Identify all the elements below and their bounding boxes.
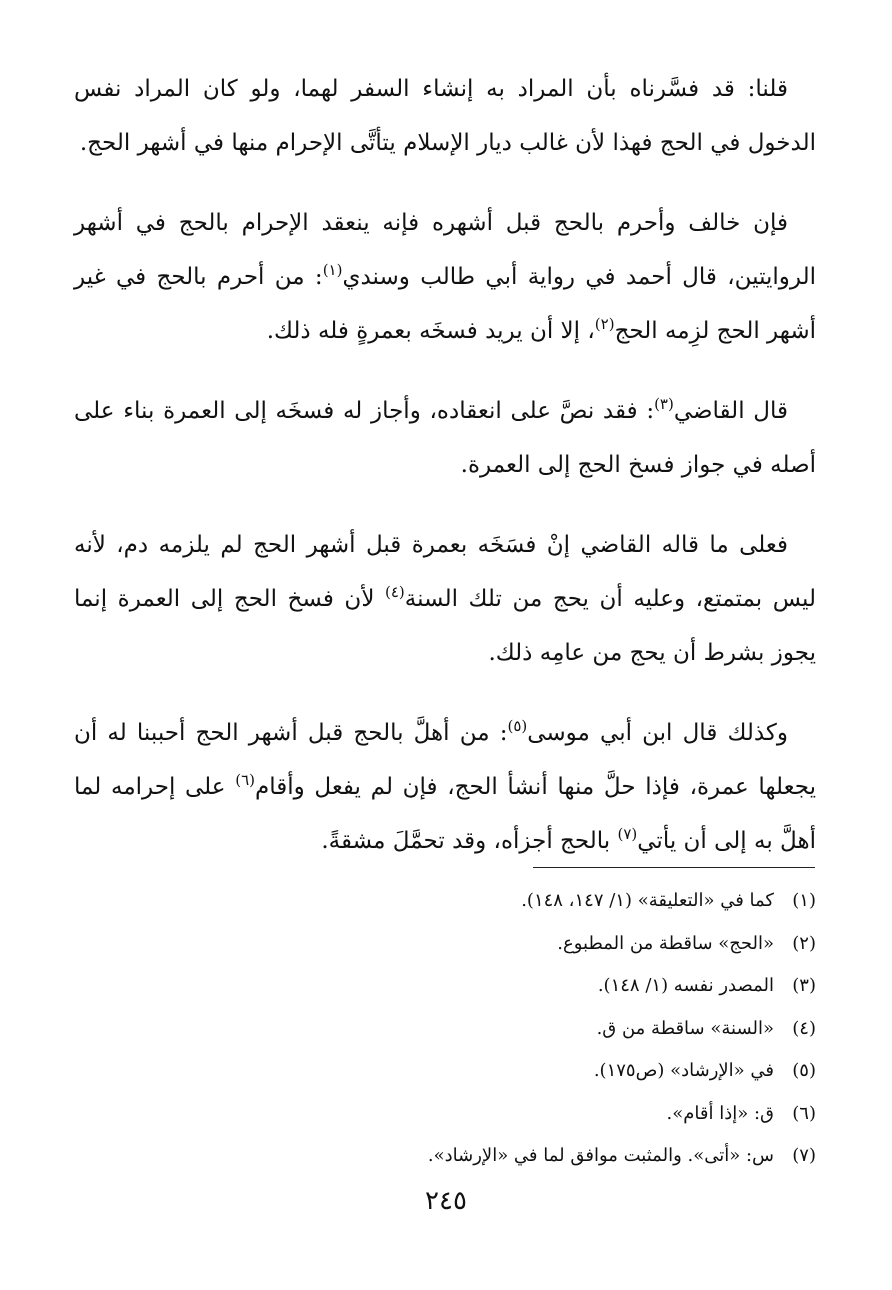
footnote-number: (٥): [792, 1060, 816, 1081]
footnote-ref-5[interactable]: (٥): [507, 717, 528, 735]
paragraph-2-text-a: فإن خالف وأحرم بالحج قبل أشهره فإنه ينعقد الإحرام بالحج في أشهر الروايتين، قال أحمد في رواية أبي طالب وسندي: [74, 210, 816, 290]
paragraph-5-text-a: وكذلك قال ابن أبي موسى: [527, 720, 788, 746]
footnote-ref-2[interactable]: (٢): [594, 315, 615, 333]
page-number: ٢٤٥: [425, 1186, 467, 1216]
footnote-text: «السنة» ساقطة من ق.: [596, 1017, 774, 1039]
footnote-ref-7[interactable]: (٧): [617, 825, 638, 843]
footnote-number: (١): [792, 890, 816, 911]
paragraph-1-text: قلنا: قد فسَّرناه بأن المراد به إنشاء السفر لهما، ولو كان المراد نفس الدخول في الحج فهذا لأن غالب ديار الإسلام يتأتَّى الإحرام منها في أشهر الحج.: [74, 76, 816, 156]
footnote-ref-1[interactable]: (١): [322, 261, 343, 279]
footnote-number: (٧): [792, 1145, 816, 1166]
main-text: [74, 62, 816, 894]
footnote-item: [74, 1050, 816, 1093]
paragraph-3-text-b: : فقد نصَّ على انعقاده، وأجاز له فسخَه إلى العمرة بناء على أصله في جواز فسخ الحج إلى العمرة.: [74, 398, 816, 478]
paragraph-3-text-a: قال القاضي: [673, 398, 788, 424]
footnote-text: في «الإرشاد» (ص١٧٥).: [593, 1060, 774, 1081]
footnote-ref-3[interactable]: (٣): [654, 395, 674, 413]
footnote-text: المصدر نفسه (١/ ١٤٨).: [597, 975, 774, 996]
footnote-number: (٢): [792, 932, 816, 954]
footnote-text: ق: «إذا أقام».: [666, 1102, 774, 1124]
footnote-item: [74, 880, 816, 923]
paragraph-2-text-b: : من أحرم بالحج في غير أشهر الحج لزِمه الحج: [74, 264, 816, 344]
paragraph-5-text-c: على إحرامه لما أهلَّ به إلى أن يأتي: [74, 774, 816, 854]
footnote-item: [74, 1008, 816, 1051]
footnote-text: «الحج» ساقطة من المطبوع.: [557, 932, 774, 954]
footnote-ref-6[interactable]: (٦): [235, 771, 255, 789]
paragraph-2: [74, 196, 816, 358]
footnote-number: (٦): [792, 1102, 816, 1124]
paragraph-5: [74, 706, 816, 868]
paragraph-2-text-c: ، إلا أن يريد فسخَه بعمرةٍ فله ذلك.: [266, 318, 595, 344]
footnote-number: (٤): [792, 1017, 816, 1039]
footnote-text: كما في «التعليقة» (١/ ١٤٧، ١٤٨).: [521, 890, 774, 911]
paragraph-4: [74, 518, 816, 680]
footnote-separator: [533, 867, 815, 868]
footnote-text: س: «أتى». والمثبت موافق لما في «الإرشاد».: [427, 1145, 774, 1166]
footnote-item: [74, 1093, 816, 1136]
paragraph-4-text-a: فعلى ما قاله القاضي إنْ فسَخَه بعمرة قبل أشهر الحج لم يلزمه دم، لأنه ليس بمتمتع، وعليه أن يحج من تلك السنة: [74, 532, 816, 612]
footnote-ref-4[interactable]: (٤): [385, 583, 405, 601]
footnote-item: [74, 923, 816, 966]
paragraph-1: [74, 62, 816, 170]
footnote-number: (٣): [792, 975, 816, 996]
footnotes-list: [74, 880, 816, 1178]
paragraph-3: [74, 384, 816, 492]
footnote-item: [74, 965, 816, 1008]
paragraph-5-text-d: بالحج أجزأه، وقد تحمَّلَ مشقةً.: [321, 828, 618, 854]
paragraph-4-text-b: لأن فسخ الحج إلى العمرة إنما يجوز بشرط أن يحج من عامِه ذلك.: [74, 586, 816, 666]
footnote-item: [74, 1135, 816, 1178]
paragraph-5-text-b: : من أهلَّ بالحج قبل أشهر الحج أحببنا له أن يجعلها عمرة، فإذا حلَّ منها أنشأ الحج، فإن لم يفعل وأقام: [74, 720, 816, 800]
